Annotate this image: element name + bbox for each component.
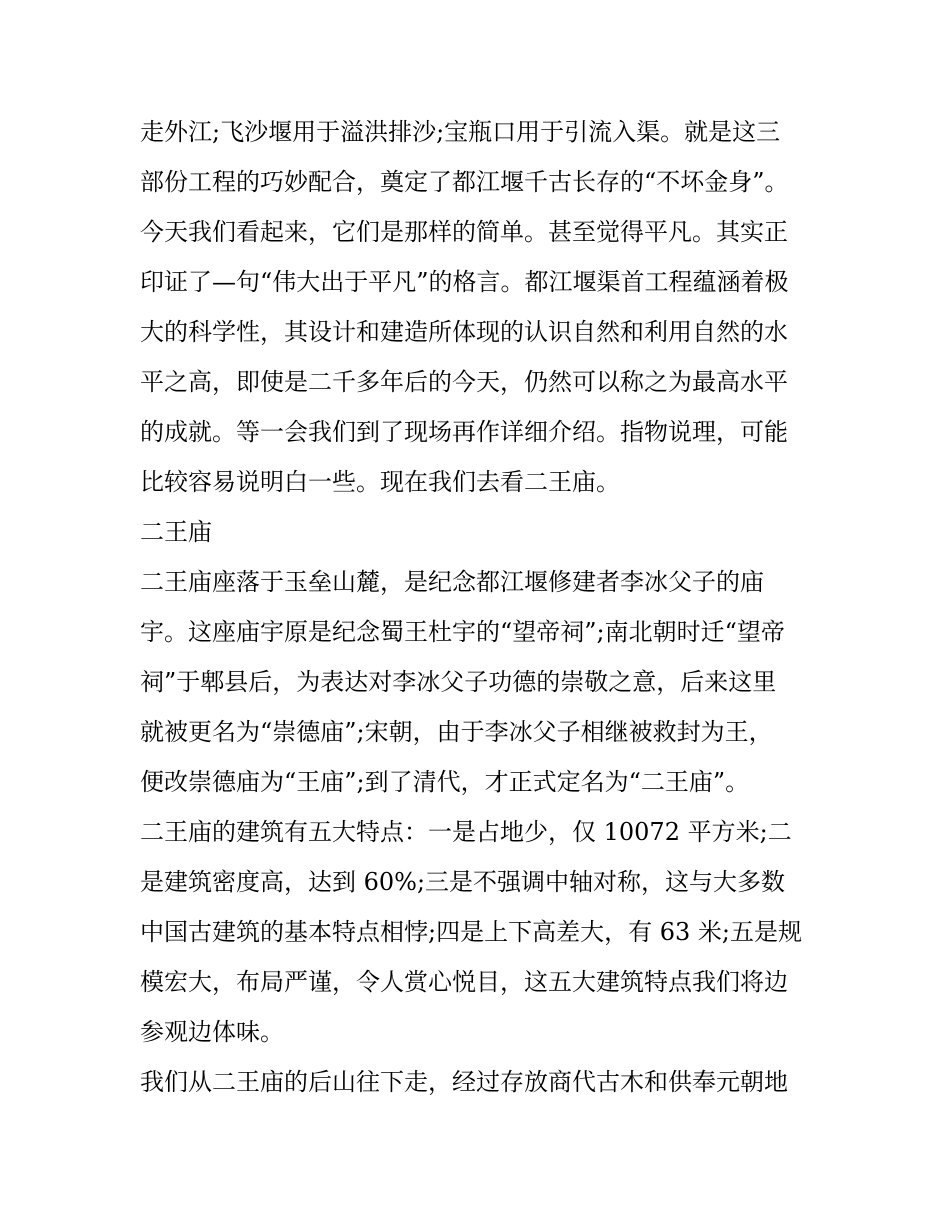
text-line: 参观边体味。 (140, 1018, 284, 1046)
text-line: 模宏大，布局严谨，令人赏心悦目，这五大建筑特点我们将边 (140, 968, 788, 996)
text-line: 我们从二王庙的后山往下走，经过存放商代古木和供奉元朝地 (140, 1068, 788, 1096)
document-body (140, 107, 820, 1107)
text-line: 二王庙的建筑有五大特点：一是占地少，仅 10072 平方米;二 (140, 818, 792, 846)
text-line: 今天我们看起来，它们是那样的简单。甚至觉得平凡。其实正 (140, 218, 788, 246)
text-line: 宇。这座庙宇原是纪念蜀王杜宇的“望帝祠”;南北朝时迁“望帝 (140, 618, 785, 646)
text-line: 就被更名为“崇德庙”;宋朝，由于李冰父子相继被救封为王， (140, 718, 773, 746)
text-line: 平之高，即使是二千多年后的今天，仍然可以称之为最高水平 (140, 368, 788, 396)
text-line: 走外江;飞沙堰用于溢洪排沙;宝瓶口用于引流入渠。就是这三 (140, 118, 781, 146)
text-line: 是建筑密度高，达到 60%;三是不强调中轴对称，这与大多数 (140, 868, 786, 896)
text-line: 部份工程的巧妙配合，奠定了都江堰千古长存的“不坏金身”。 (140, 168, 789, 196)
text-line: 比较容易说明白一些。现在我们去看二王庙。 (140, 468, 620, 496)
text-line: 的成就。等一会我们到了现场再作详细介绍。指物说理，可能 (140, 418, 788, 446)
text-line: 便改崇德庙为“王庙”;到了清代，才正式定名为“二王庙”。 (140, 768, 750, 796)
text-line: 中国古建筑的基本特点相悖;四是上下高差大，有 63 米;五是规 (140, 918, 802, 946)
section-heading: 二王庙 (140, 518, 212, 546)
text-line: 大的科学性，其设计和建造所体现的认识自然和利用自然的水 (140, 318, 788, 346)
text-line: 二王庙座落于玉垒山麓，是纪念都江堰修建者李冰父子的庙 (140, 568, 764, 596)
text-line: 祠”于郫县后，为表达对李冰父子功德的崇敬之意，后来这里 (140, 668, 777, 696)
text-line: 印证了—句“伟大出于平凡”的格言。都江堰渠首工程蕴涵着极 (140, 268, 789, 296)
